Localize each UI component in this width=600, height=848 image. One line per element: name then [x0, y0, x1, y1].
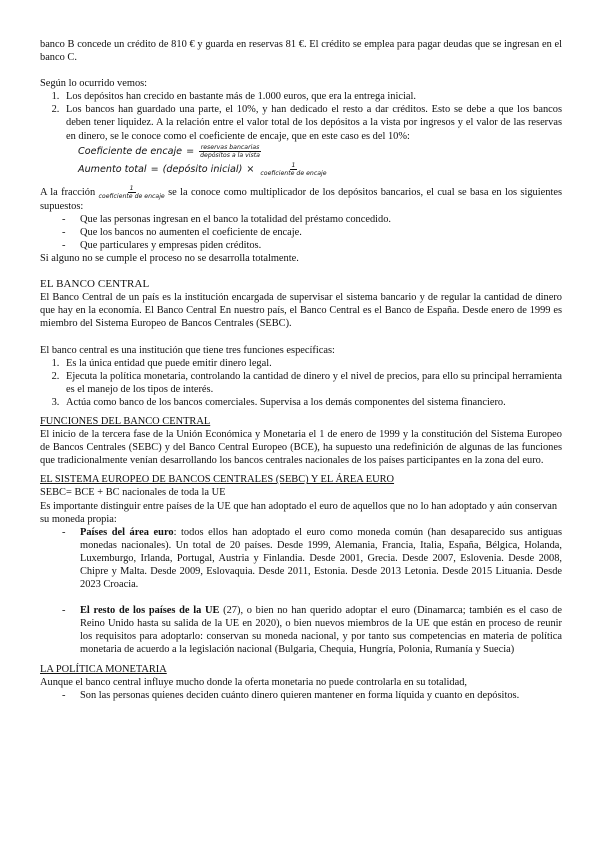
fraction: [198, 144, 262, 159]
list-item: [40, 604, 562, 656]
fraction-denominator: depósitos a la vista: [200, 152, 260, 160]
intro-paragraph: banco B concede un crédito de 810 € y guarda en reservas 81 €. El crédito se emplea para pagar deudas que se ingresan en el banco C.: [40, 39, 562, 64]
fraction-numerator: reservas bancarias: [200, 144, 260, 152]
section-heading-politica: LA POLÍTICA MONETARIA: [40, 663, 167, 675]
list-item: 3. Actúa como banco de los bancos comerciales. Supervisa a los demás componentes del sistema financiero.: [62, 396, 562, 409]
formula-eq: =: [186, 146, 195, 158]
inline-fraction: [99, 185, 165, 200]
sebc-line2: Es importante distinguir entre países de la UE que han adoptado el euro de aquellos que no lo han adoptado y aún conservan su moneda propia:: [40, 500, 558, 525]
fraction: [258, 162, 328, 177]
document-page: [40, 38, 562, 702]
fraction-numerator: 1: [129, 184, 134, 192]
multiplier-after: se la conoce como multiplicador de los depósitos bancarios, el cual se basa en los siguientes supuestos:: [40, 186, 562, 212]
item-bold: Países del área euro: [80, 526, 174, 538]
section-heading-banco-central: EL BANCO CENTRAL: [40, 278, 150, 291]
formula-times: ×: [246, 164, 255, 176]
banco-central-paragraph: El Banco Central de un país es la institución encargada de supervisar el sistema bancario y de regular la cantidad de dinero que hay en la economía. El Banco Central En nuestro país, el Banco Central es el Banco de España. Desde enero de 1999 es miembro del Sistema Europeo de Bancos Centrales (SEBC).: [40, 292, 562, 330]
sebc-list-2: [40, 604, 562, 656]
list-item: - Que las personas ingresan en el banco la totalidad del préstamo concedido.: [40, 213, 562, 226]
formula-eq: =: [150, 164, 159, 176]
functions-intro: El banco central es una institución que tiene tres funciones específicas:: [40, 344, 335, 356]
item-bold: El resto de los países de la UE: [80, 605, 220, 617]
formula-lhs: Aumento total: [78, 164, 147, 176]
fraction-denominator: coeficiente de encaje: [260, 170, 327, 178]
assumptions-note: Si alguno no se cumple el proceso no se desarrolla totalmente.: [40, 253, 299, 265]
assumptions-list: [40, 213, 562, 252]
list-item: 1. Es la única entidad que puede emitir dinero legal.: [62, 357, 562, 370]
observed-intro: Según lo ocurrido vemos:: [40, 78, 148, 90]
politica-intro: Aunque el banco central influye mucho donde la oferta monetaria no puede controlarla en su totalidad,: [40, 676, 468, 688]
list-item: 2. Ejecuta la política monetaria, controlando la cantidad de dinero y el nivel de precios, para ello su principal herramienta es el manejo de los tipos de interés.: [62, 370, 562, 396]
formula-coeficiente-encaje: [78, 143, 562, 161]
formula-aumento-total: [78, 161, 562, 179]
functions-list: [40, 357, 562, 409]
formula-mid: (depósito inicial): [162, 164, 243, 176]
item-text: : todos ellos han adoptado el euro como moneda común (han desaparecido sus antiguas monedas nacionales). Un total de 20 países. Desde 1999, Alemania, Francia, Italia, España, Bélgica, Holanda, Luxemburgo, Irlanda, Portugal, Austria y Finlandia. Desde 2001, Grecia. Desde 2007, Eslovenia. Desde 2008, Chipre y Malta. Desde 2009, Eslovaquia. Desde 2011, Estonia. Desde 2013 Letonia. Desde 2015 Lituania. Desde 2023 Croacia.: [80, 526, 562, 591]
list-item: [40, 526, 562, 591]
list-item: 1. Los depósitos han crecido en bastante más de 1.000 euros, que era la entrega inicial.: [62, 90, 562, 103]
politica-list: [40, 689, 562, 702]
fraction-numerator: 1: [291, 162, 296, 170]
list-item: - Que particulares y empresas piden créditos.: [40, 239, 562, 252]
observed-list: [40, 90, 562, 142]
list-item: - Que los bancos no aumenten el coeficiente de encaje.: [40, 226, 562, 239]
sebc-line1: SEBC= BCE + BC nacionales de toda la UE: [40, 487, 226, 499]
funciones-paragraph: El inicio de la tercera fase de la Unión Económica y Monetaria el 1 de enero de 1999 y la constitución del Sistema Europeo de Bancos Centrales (SEBC) y del Banco Central Europeo (BCE), ha supuesto una redefinición de algunas de las funciones que tradicionalmente venían desarrollando los bancos centrales nacionales de los países participantes en la zona del euro.: [40, 429, 562, 467]
sebc-list: [40, 526, 562, 591]
formula-lhs: Coeficiente de encaje: [78, 146, 183, 158]
list-item: 2. Los bancos han guardado una parte, el 10%, y han dedicado el resto a dar créditos. Esto se debe a que los bancos deben tener liquidez. A la relación entre el valor total de los depósitos a la vista por ingresos y el valor de las reservas en dinero, se le conoce como el coeficiente de encaje, que en este caso es del 10%:: [62, 103, 562, 142]
list-item: - Son las personas quienes deciden cuánto dinero quieren mantener en forma líquida y cuanto en depósitos.: [40, 689, 562, 702]
item-text: (27), o bien no han querido adoptar el euro (Dinamarca; también es el caso de Reino Unido hasta su salida de la UE en 2020), o bien nuevos miembros de la UE que están en proceso de reunir los requisitos para adoptarlo: conservan su moneda nacional, y por tanto sus competencias en materia de política monetaria de acuerdo a la legislación nacional (Bulgaria, Chequia, Hungría, Polonia, Rumanía y Suecia): [80, 605, 562, 656]
section-heading-funciones: FUNCIONES DEL BANCO CENTRAL: [40, 415, 211, 427]
fraction-denominator: coeficiente de encaje: [98, 192, 165, 200]
multiplier-paragraph: [40, 185, 562, 213]
section-heading-sebc: EL SISTEMA EUROPEO DE BANCOS CENTRALES (SEBC) Y EL ÁREA EURO: [40, 474, 395, 486]
multiplier-before: A la fracción: [40, 186, 96, 198]
